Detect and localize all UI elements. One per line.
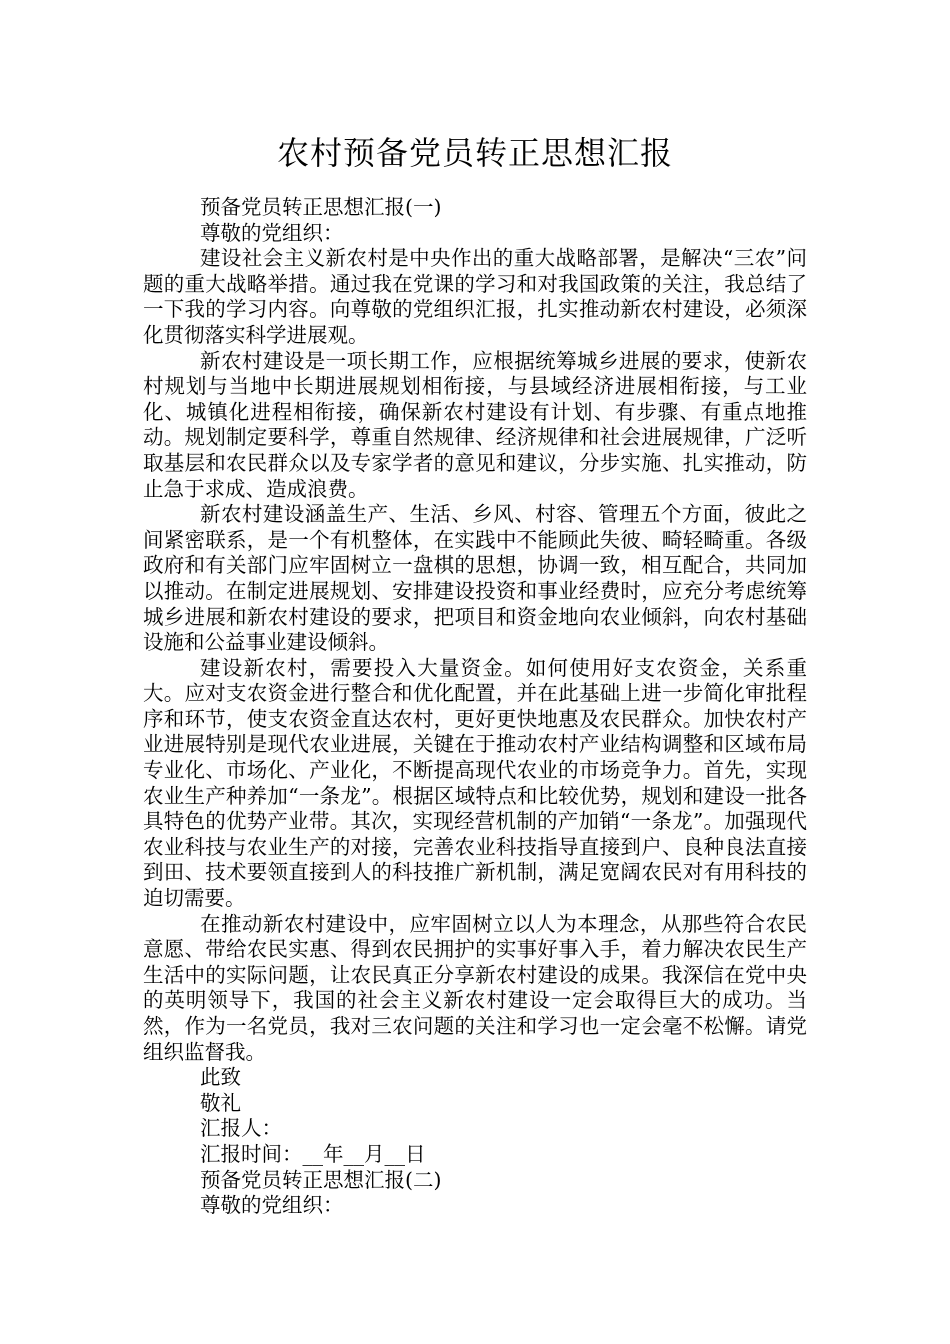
document-page bbox=[143, 0, 807, 1219]
report1-heading: 预备党员转正思想汇报(一) bbox=[200, 195, 442, 219]
paragraph: 新农村建设涵盖生产、生活、乡风、村容、管理五个方面，彼此之间紧密联系，是一个有机整体，在实践中不能顾此失彼、畸轻畸重。各级政府和有关部门应牢固树立一盘棋的思想，协调一致，相互配合，共同加以推动。在制定进展规划、安排建设投资和事业经费时，应充分考虑统筹城乡进展和新农村建设的要求，把项目和资金地向农业倾斜，向农村基础设施和公益事业建设倾斜。 bbox=[143, 502, 807, 655]
report2-heading: 预备党员转正思想汇报(二) bbox=[200, 1167, 442, 1192]
closing-cizhi: 此致 bbox=[200, 1065, 241, 1090]
report1-salutation: 尊敬的党组织： bbox=[200, 220, 344, 245]
report2-salutation: 尊敬的党组织： bbox=[200, 1193, 344, 1218]
reporter-line: 汇报人： bbox=[200, 1116, 282, 1141]
document-body bbox=[143, 195, 807, 1219]
paragraph: 新农村建设是一项长期工作，应根据统筹城乡进展的要求，使新农村规划与当地中长期进展规划相衔接，与县域经济进展相衔接，与工业化、城镇化进程相衔接，确保新农村建设有计划、有步骤、有重点地推动。规划制定要科学，尊重自然规律、经济规律和社会进展规律，广泛听取基层和农民群众以及专家学者的意见和建议，分步实施、扎实推动，防止急于求成、造成浪费。 bbox=[143, 348, 807, 501]
document-title: 农村预备党员转正思想汇报 bbox=[276, 134, 673, 172]
paragraph: 建设社会主义新农村是中央作出的重大战略部署，是解决“三农”问题的重大战略举措。通过我在党课的学习和对我国政策的关注，我总结了一下我的学习内容。向尊敬的党组织汇报，扎实推动新农村建设，必须深化贯彻落实科学进展观。 bbox=[143, 246, 807, 347]
paragraph: 在推动新农村建设中，应牢固树立以人为本理念，从那些符合农民意愿、带给农民实惠、得到农民拥护的实事好事入手，着力解决农民生产生活中的实际问题，让农民真正分享新农村建设的成果。我深信在党中央的英明领导下，我国的社会主义新农村建设一定会取得巨大的成功。当然，作为一名党员，我对三农问题的关注和学习也一定会毫不松懈。请党组织监督我。 bbox=[143, 911, 807, 1064]
paragraph: 建设新农村，需要投入大量资金。如何使用好支农资金，关系重大。应对支农资金进行整合和优化配置，并在此基础上进一步简化审批程序和环节，使支农资金直达农村，更好更快地惠及农民群众。加快农村产业进展特别是现代农业进展，关键在于推动农村产业结构调整和区域布局专业化、市场化、产业化，不断提高现代农业的市场竞争力。首先，实现农业生产种养加“一条龙”。根据区域特点和比较优势，规划和建设一批各具特色的优势产业带。其次，实现经营机制的产加销“一条龙”。加强现代农业科技与农业生产的对接，完善农业科技指导直接到户、良种良法直接到田、技术要领直接到人的科技推广新机制，满足宽阔农民对有用科技的迫切需要。 bbox=[143, 655, 807, 911]
report-date-line: 汇报时间：__年__月__日 bbox=[200, 1141, 426, 1166]
closing-jingli: 敬礼 bbox=[200, 1090, 241, 1115]
